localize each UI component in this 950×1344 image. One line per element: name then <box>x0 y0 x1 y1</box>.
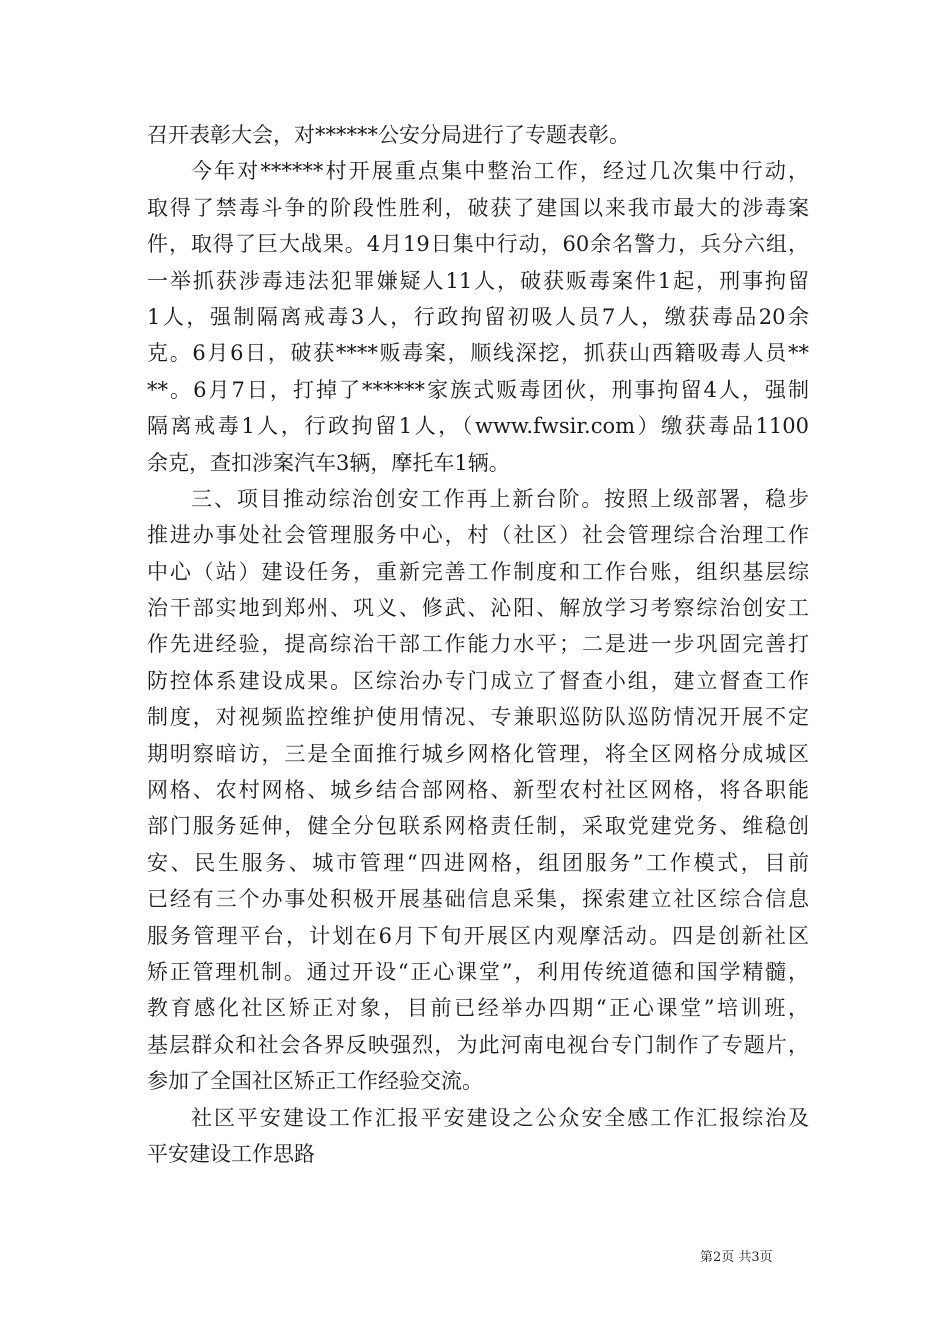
text-line: 教育感化社区矫正对象，目前已经举办四期“正心课堂”培训班， <box>147 996 809 1021</box>
text-line: 部门服务延伸，健全分包联系网格责任制，采取党建党务、维稳创 <box>147 814 809 839</box>
text-line: 平安建设工作思路 <box>147 1141 315 1166</box>
text-line: 克。6月6日，破获****贩毒案，顺线深挖，抓获山西籍吸毒人员** <box>147 341 809 366</box>
text-line: 参加了全国社区矫正工作经验交流。 <box>147 1069 483 1094</box>
text-line: 中心（站）建设任务，重新完善工作制度和工作台账，组织基层综 <box>147 559 809 584</box>
text-line: **。6月7日，打掉了******家族式贩毒团伙，刑事拘留4人，强制 <box>147 377 809 402</box>
paragraph-start-line: 三、项目推动综治创安工作再上新台阶。按照上级部署，稳步 <box>191 486 809 511</box>
page-number-footer: 第2页 共3页 <box>700 1250 773 1265</box>
text-line: 件，取得了巨大战果。4月19日集中行动，60余名警力，兵分六组， <box>147 232 809 257</box>
text-line: 防控体系建设成果。区综治办专门成立了督查小组，建立督查工作 <box>147 668 809 693</box>
text-line: 期明察暗访，三是全面推行城乡网格化管理，将全区网格分成城区 <box>147 741 809 766</box>
document-body <box>147 117 809 1172</box>
text-line: 1人，强制隔离戒毒3人，行政拘留初吸人员7人，缴获毒品20余 <box>147 304 809 329</box>
text-line: 取得了禁毒斗争的阶段性胜利，破获了建国以来我市最大的涉毒案 <box>147 195 809 220</box>
text-line: 隔离戒毒1人，行政拘留1人，（www.fwsir.com）缴获毒品1100 <box>147 414 809 439</box>
text-line: 作先进经验，提高综治干部工作能力水平；二是进一步巩固完善打 <box>147 632 809 657</box>
text-line: 网格、农村网格、城乡结合部网格、新型农村社区网格，将各职能 <box>147 778 809 803</box>
text-line: 推进办事处社会管理服务中心，村（社区）社会管理综合治理工作 <box>147 523 809 548</box>
text-line: 安、民生服务、城市管理“四进网格，组团服务”工作模式，目前 <box>147 850 809 875</box>
text-line: 矫正管理机制。通过开设“正心课堂”，利用传统道德和国学精髓， <box>147 959 809 984</box>
text-line: 治干部实地到郑州、巩义、修武、沁阳、解放学习考察综治创安工 <box>147 596 809 621</box>
paragraph-start-line: 今年对******村开展重点集中整治工作，经过几次集中行动， <box>191 159 809 184</box>
text-line: 已经有三个办事处积极开展基础信息采集，探索建立社区综合信息 <box>147 887 809 912</box>
text-line: 召开表彰大会，对******公安分局进行了专题表彰。 <box>147 123 630 147</box>
text-line: 服务管理平台，计划在6月下旬开展区内观摩活动。四是创新社区 <box>147 923 809 948</box>
text-line: 制度，对视频监控维护使用情况、专兼职巡防队巡防情况开展不定 <box>147 705 809 730</box>
text-line: 基层群众和社会各界反映强烈，为此河南电视台专门制作了专题片， <box>147 1032 809 1057</box>
text-line: 余克，查扣涉案汽车3辆，摩托车1辆。 <box>147 450 510 475</box>
paragraph-start-line: 社区平安建设工作汇报平安建设之公众安全感工作汇报综治及 <box>191 1105 809 1130</box>
text-line: 一举抓获涉毒违法犯罪嫌疑人11人，破获贩毒案件1起，刑事拘留 <box>147 268 809 293</box>
